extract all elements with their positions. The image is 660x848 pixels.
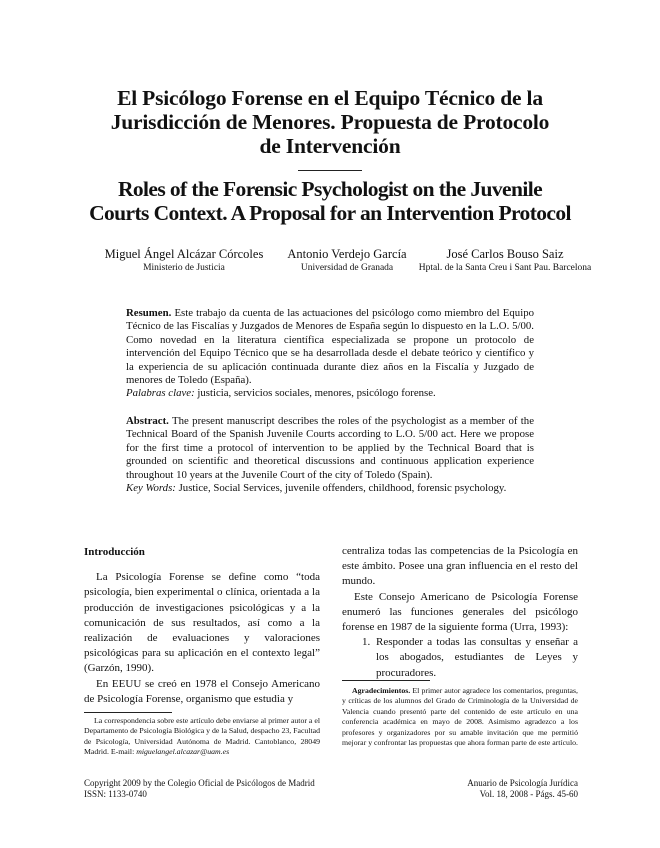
list-item-text: Responder a todas las consultas y enseñar a los abogados, estudiantes de Leyes y procuradores. — [376, 636, 578, 679]
author-affiliation: Universidad de Granada — [300, 263, 394, 273]
title-spanish-line-1: El Psicólogo Forense en el Equipo Técnico de la — [117, 86, 543, 110]
acknowledgements-note — [342, 686, 578, 748]
resumen-keywords-label: Palabras clave: — [126, 387, 195, 400]
footer-issn: ISSN: 1133-0740 — [84, 789, 147, 799]
title-english-line-1: Roles of the Forensic Psychologist on the Juvenile — [117, 177, 543, 201]
author-name: José Carlos Bouso Saiz — [446, 247, 564, 261]
right-paragraph-1: centraliza todas las competencias de la Psicología en este ámbito. Posee una gran influencia en el resto del mundo. — [342, 545, 578, 588]
author-name: Antonio Verdejo García — [287, 247, 407, 261]
footnote-divider — [84, 712, 172, 713]
title-spanish-line-3: de Intervención — [259, 134, 401, 158]
title-english-line-2: Courts Context. A Proposal for an Intervention Protocol — [89, 201, 571, 225]
footer-copyright: Copyright 2009 by the Colegio Oficial de Psicólogos de Madrid — [84, 778, 315, 788]
acknowledgements-label: Agradecimientos. — [352, 686, 411, 695]
acknowledgements-text: El primer autor agradece los comentarios, preguntas, y críticas de los alumnos del Grado de Criminología de la Universidad de Valencia cuando presentó parte del contenido de este artículo en una conferencia académica en mayo de 2008. Asimismo agradezco a los profesores y organizadores por su amable invitación que me permitió mejorar y confrontar las propuestas que ahora forman parte de este artículo. — [342, 686, 578, 748]
correspondence-text: La correspondencia sobre este artículo debe enviarse al primer autor a el Departamento de Psicología Biológica y de la Salud, despacho 23, Facultad de Psicología, Universidad Autónoma de Madrid. Cantoblanco, 28049 Madrid. E-mail: — [84, 716, 321, 757]
title-spanish-line-2: Jurisdicción de Menores. Propuesta de Protocolo — [110, 110, 550, 134]
list-item — [342, 635, 578, 681]
resumen-label: Resumen. — [126, 307, 172, 319]
abstract-text: The present manuscript describes the roles of the psychologist as a member of the Technical Board of the Spanish Juvenile Courts according to L.O. 5/00 act. Here we propose for the first time a protocol of intervention to be applied by the Technical Board that is grounded on scientific and theoretical discussions and continuous application experience throughout 10 years at the Juvenile Court of the city of Toledo (Spain). — [126, 415, 534, 481]
correspondence-email: miguelangel.alcazar@uam.es — [136, 747, 230, 757]
section-heading-introduccion: Introducción — [84, 546, 145, 558]
correspondence-footnote — [84, 716, 320, 758]
author-affiliation: Ministerio de Justicia — [143, 263, 225, 273]
abstract-keywords-label: Key Words: — [126, 482, 176, 495]
footer-left — [84, 778, 315, 800]
title-spanish — [60, 86, 600, 158]
resumen-text: Este trabajo da cuenta de las actuaciones del psicólogo como miembro del Equipo Técnico de las Fiscalías y Juzgados de Menores de España según lo dispuesto en la L.O. 5/00. Como novedad en la literatura científica especializada se propone un protocolo de intervención del Equipo Técnico que se ha desarrollada desde el debate teórico y científico y la experiencia de su aplicación continuada durante diez años en la Fiscalía y Juzgado de menores de Toledo (España). — [126, 307, 534, 387]
footer-right — [467, 778, 578, 800]
intro-paragraph-1: La Psicología Forense se define como “toda psicología, bien experimental o clínica, orientada a la producción de investigaciones psicológicas y a la comunicación de sus resultados, así como a la realización de evaluaciones y valoraciones psicológicas para su aplicación en el contexto legal” (Garzón, 1990). — [84, 571, 320, 675]
left-column — [84, 545, 320, 707]
title-english — [40, 177, 620, 225]
author-affiliation: Hptal. de la Santa Creu i Sant Pau. Barcelona — [418, 263, 592, 273]
author-name: Miguel Ángel Alcázar Córcoles — [104, 247, 264, 261]
author-3 — [390, 247, 620, 275]
resumen-block — [126, 307, 534, 401]
abstract-label: Abstract. — [126, 415, 169, 427]
intro-paragraph-2: En EEUU se creó en 1978 el Consejo Americano de Psicología Forense, organismo que estudia y — [84, 677, 320, 705]
title-divider — [298, 170, 362, 171]
footer-journal: Anuario de Psicología Jurídica — [467, 778, 578, 788]
list-item-number: 1. — [362, 636, 371, 649]
abstract-keywords: Justice, Social Services, juvenile offenders, childhood, forensic psychology. — [178, 482, 507, 495]
right-column — [342, 544, 578, 681]
resumen-keywords: justicia, servicios sociales, menores, psicólogo forense. — [197, 387, 436, 400]
right-paragraph-2: Este Consejo Americano de Psicología Forense enumeró las funciones generales del psicólogo forense en 1987 de la siguiente forma (Urra, 1993): — [342, 590, 578, 634]
abstract-block — [126, 415, 534, 495]
footer-volume: Vol. 18, 2008 - Págs. 45-60 — [479, 789, 578, 799]
author-1 — [84, 247, 284, 275]
acknowledgements-divider — [342, 680, 430, 681]
